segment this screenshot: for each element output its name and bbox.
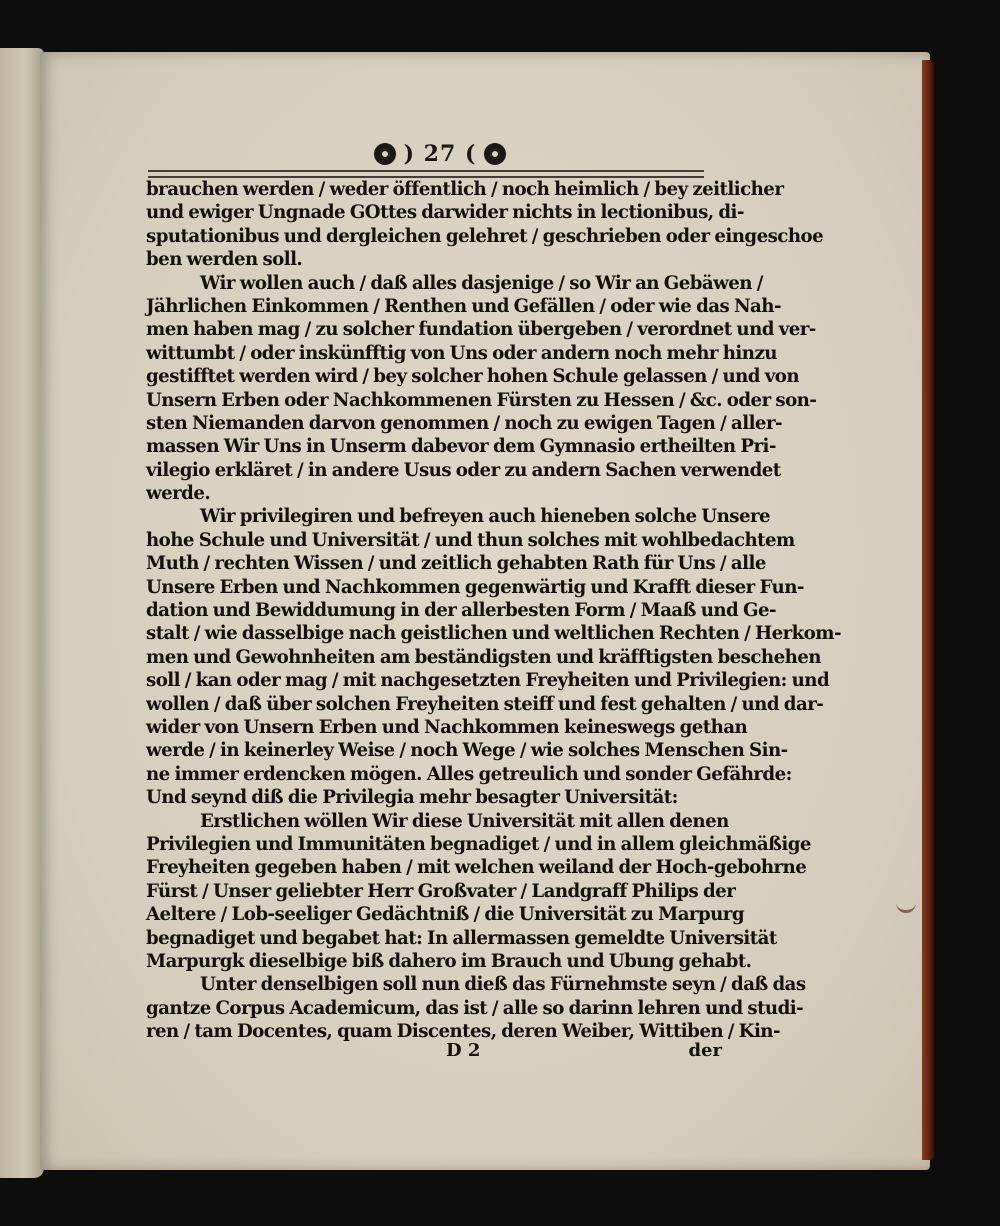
text-line: Aeltere / Lob-seeliger Gedächtniß / die Universität zu Marpurg [146,904,745,926]
text-line: wollen / daß über solchen Freyheiten steiff und fest gehalten / und dar- [146,693,824,715]
facing-page-edge [0,48,44,1178]
text-line: vilegio erkläret / in andere Usus oder zu andern Sachen verwendet [146,459,781,481]
book-cover-edge [922,60,934,1160]
text-line: sputationibus und dergleichen gelehret / geschrieben oder eingeschoe [146,225,824,247]
signature-mark: D 2 [446,1040,481,1061]
text-line: ben werden soll. [146,249,303,271]
text-line: Unsere Erben und Nachkommen gegenwärtig und Krafft dieser Fun- [146,576,804,598]
page-footer [146,1040,728,1064]
text-line: men haben mag / zu solcher fundation übergeben / verordnet und ver- [146,319,816,341]
text-line: gantze Corpus Academicum, das ist / alle so darinn lehren und studi- [146,997,804,1019]
text-line: Marpurgk dieselbige biß dahero im Brauch und Ubung gehabt. [146,950,752,972]
text-line: Wir wollen auch / daß alles dasjenige / so Wir an Gebäwen / [200,272,763,294]
round-ornament-icon [484,143,506,165]
text-line: massen Wir Uns in Unserm dabevor dem Gymnasio ertheilten Pri- [146,436,776,458]
text-line: Unter denselbigen soll nun dieß das Fürnehmste seyn / daß das [200,974,806,996]
text-line: wittumbt / oder inskünfftig von Uns oder andern noch mehr hinzu [146,342,777,364]
text-line: Und seynd diß die Privilegia mehr besagter Universität: [146,787,678,809]
text-line: brauchen werden / weder öffentlich / noch heimlich / bey zeitlicher [146,179,784,200]
text-line: wider von Unsern Erben und Nachkommen keineswegs gethan [146,716,748,738]
text-line: Privilegien und Immunitäten begnadiget / und in allem gleichmäßige [146,833,811,855]
text-line: Fürst / Unser geliebter Herr Großvater / Landgraff Philips der [146,880,736,902]
text-line: begnadiget und begabet hat: In allermassen gemeldte Universität [146,927,777,949]
round-ornament-icon [374,143,396,165]
text-line: werde. [146,483,211,505]
body-text [146,178,841,1043]
text-line: hohe Schule und Universität / und thun solches mit wohlbedachtem [146,529,795,551]
text-line: Jährlichen Einkommen / Renthen und Gefällen / oder wie das Nah- [146,295,781,317]
text-line: gestifftet werden wird / bey solcher hohen Schule gelassen / und von [146,366,800,388]
text-line: dation und Bewiddumung in der allerbesten Form / Maaß und Ge- [146,600,777,622]
text-line: sten Niemanden darvon genommen / noch zu ewigen Tagen / aller- [146,412,782,434]
page-number: ) 27 ( [403,141,477,167]
text-line: Unsern Erben oder Nachkommenen Fürsten zu Hessen / &c. oder son- [146,389,817,411]
text-line: Muth / rechten Wissen / und zeitlich gehabten Rath für Uns / alle [146,553,766,575]
text-line: ren / tam Docentes, quam Discentes, deren Weiber, Wittiben / Kin- [146,1021,780,1043]
catchword: der [688,1040,722,1061]
text-line: ne immer erdencken mögen. Alles getreulich und sonder Gefährde: [146,763,792,785]
header-rule [148,170,704,178]
text-line: Wir privilegiren und befreyen auch hieneben solche Unsere [200,506,771,528]
text-line: stalt / wie dasselbige nach geistlichen und weltlichen Rechten / Herkom- [146,623,841,645]
text-line: und ewiger Ungnade GOttes darwider nichts in lectionibus, di- [146,202,744,224]
text-line: werde / in keinerley Weise / noch Wege / wie solches Menschen Sin- [146,740,788,762]
running-header [360,138,520,170]
text-line: Erstlichen wöllen Wir diese Universität mit allen denen [200,810,729,832]
text-line: Freyheiten gegeben haben / mit welchen weiland der Hoch-gebohrne [146,857,807,879]
text-line: men und Gewohnheiten am beständigsten und kräfftigsten beschehen [146,646,821,668]
text-line: soll / kan oder mag / mit nachgesetzten Freyheiten und Privilegien: und [146,670,830,692]
